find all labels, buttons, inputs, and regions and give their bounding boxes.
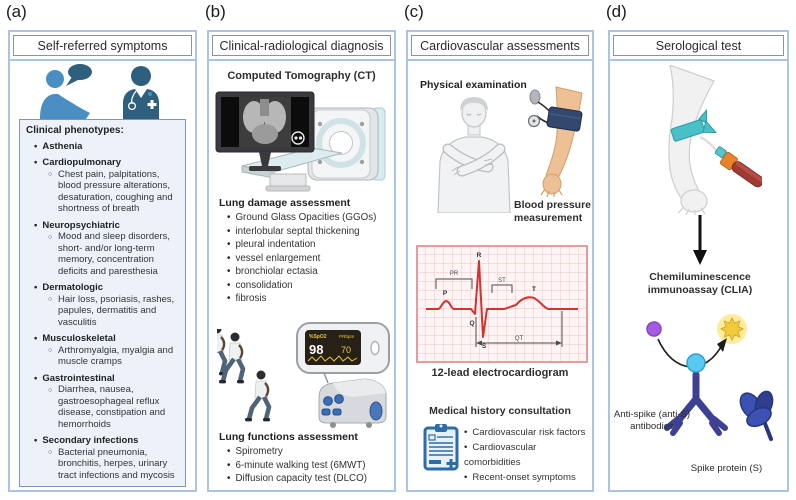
panel-cardiovascular-assessments xyxy=(406,30,594,492)
panel-a-tag: (a) xyxy=(6,2,27,21)
ct-scanner-icon xyxy=(212,86,394,194)
panel-serological-test xyxy=(608,30,789,492)
lung-damage-heading: Lung damage assessment xyxy=(219,197,351,209)
oximeter-pr-value: 70 xyxy=(341,345,352,355)
list-item: • Musculoskeletal ○ Arthromyalgia, myalgia and muscle cramps xyxy=(34,333,182,368)
history-list xyxy=(464,425,590,485)
list-item: • Cardiovascular risk factors xyxy=(464,425,590,440)
panel-b-tag: (b) xyxy=(205,2,226,21)
spirometer-icon xyxy=(313,373,393,431)
patient-doctor-illustration xyxy=(10,63,195,119)
physical-exam-heading: Physical examination xyxy=(420,79,527,91)
pulse-oximeter-icon xyxy=(295,321,391,375)
oximeter-spo2-label: %SpO2 xyxy=(309,334,327,340)
list-item: • pleural indentation xyxy=(227,238,392,252)
list-item: • interlobular septal thickening xyxy=(227,225,392,239)
panel-b-body xyxy=(209,61,394,490)
list-item: • Diffusion capacity test (DLCO) xyxy=(227,472,392,486)
list-item: • Gastrointestinal ○ Diarrhea, nausea, gastroesophageal reflux disease, constipation and hemorrhoids xyxy=(34,373,182,431)
panel-c-body xyxy=(408,61,592,490)
list-item: • Asthenia xyxy=(34,141,182,153)
spike-protein-label: Spike protein (S) xyxy=(690,463,763,474)
panel-c-title: Cardiovascular assessments xyxy=(411,35,589,56)
oximeter-spo2-value: 98 xyxy=(309,342,324,357)
ecg-caption: 12-lead electrocardiogram xyxy=(431,367,569,379)
ecg-label-q: Q xyxy=(469,320,475,327)
clipboard-icon xyxy=(422,423,460,471)
antibody-label: Anti-spike (anti-S) antibodies xyxy=(613,409,691,432)
tracer-dot-icon xyxy=(687,354,705,372)
list-item: • Cardiovascular comorbidities xyxy=(464,440,590,470)
ecg-label-s: S xyxy=(481,343,487,350)
spike-protein-icon xyxy=(736,389,776,439)
list-item: • Recent-onset symptoms xyxy=(464,470,590,485)
light-emission-icon xyxy=(717,314,747,344)
patient-speech-icon xyxy=(28,63,178,119)
panel-d-header xyxy=(610,32,787,61)
phenotypes-heading: Clinical phenotypes: xyxy=(26,125,124,136)
list-item: • Secondary infections ○ Bacterial pneumonia, bronchitis, herpes, urinary tract infections and mycosis xyxy=(34,435,182,481)
list-item: • vessel enlargement xyxy=(227,252,392,266)
panel-a-header xyxy=(10,32,195,61)
list-item: • Neuropsychiatric ○ Mood and sleep disorders, short- and/or long-term memory, concentration deficits and paresthesia xyxy=(34,220,182,278)
list-item: • consolidation xyxy=(227,279,392,293)
down-arrow-icon xyxy=(692,215,708,265)
lung-functions-heading: Lung functions assessment xyxy=(219,431,358,443)
panel-self-referred-symptoms xyxy=(8,30,197,492)
walking-people-icon xyxy=(217,329,287,429)
ct-heading: Computed Tomography (CT) xyxy=(227,70,376,82)
list-item: • Ground Glass Opacities (GGOs) xyxy=(227,211,392,225)
ecg-trace-icon xyxy=(416,245,588,363)
panel-b-title: Clinical-radiological diagnosis xyxy=(212,35,391,56)
ecg-label-pr: PR xyxy=(449,271,459,277)
history-heading: Medical history consultation xyxy=(429,405,571,417)
blood-draw-arm-icon xyxy=(636,65,762,215)
clinical-phenotypes-box xyxy=(19,119,186,487)
list-item: • 6-minute walking test (6MWT) xyxy=(227,459,392,473)
list-item: • fibrosis xyxy=(227,292,392,306)
ecg-label-p: P xyxy=(442,290,448,297)
ecg-label-qt: QT xyxy=(514,336,524,342)
physical-exam-person-icon xyxy=(422,95,527,213)
oximeter-pr-label: PRbpm xyxy=(339,334,355,339)
panel-b-header xyxy=(209,32,394,61)
panel-d-title: Serological test xyxy=(613,35,784,56)
bp-heading: Blood pressure measurement xyxy=(514,199,592,224)
panel-d-tag: (d) xyxy=(606,2,627,21)
panel-clinical-radiological-diagnosis xyxy=(207,30,396,492)
panel-c-tag: (c) xyxy=(404,2,424,21)
lung-functions-list xyxy=(227,445,392,486)
ecg-label-t: T xyxy=(532,286,536,293)
reagent-dot-icon xyxy=(647,322,661,336)
panel-a-title: Self-referred symptoms xyxy=(13,35,192,56)
clia-heading: Chemiluminescence immunoassay (CLIA) xyxy=(647,271,753,296)
list-item: • Cardiopulmonary ○ Chest pain, palpitations, blood pressure alterations, desaturation, coughing and shortness of breath xyxy=(34,157,182,215)
panel-c-header xyxy=(408,32,592,61)
bp-cuff-arm-icon xyxy=(526,85,588,197)
panel-a-body xyxy=(10,61,195,490)
lung-damage-list xyxy=(227,211,392,306)
list-item: • Spirometry xyxy=(227,445,392,459)
ecg-label-st: ST xyxy=(498,278,506,284)
list-item: • bronchiolar ectasia xyxy=(227,265,392,279)
ecg-label-r: R xyxy=(476,252,482,259)
panel-d-body xyxy=(610,61,787,490)
list-item: • Dermatologic ○ Hair loss, psoriasis, rashes, papules, dermatitis and vasculitis xyxy=(34,282,182,328)
doctor-icon xyxy=(123,66,159,119)
